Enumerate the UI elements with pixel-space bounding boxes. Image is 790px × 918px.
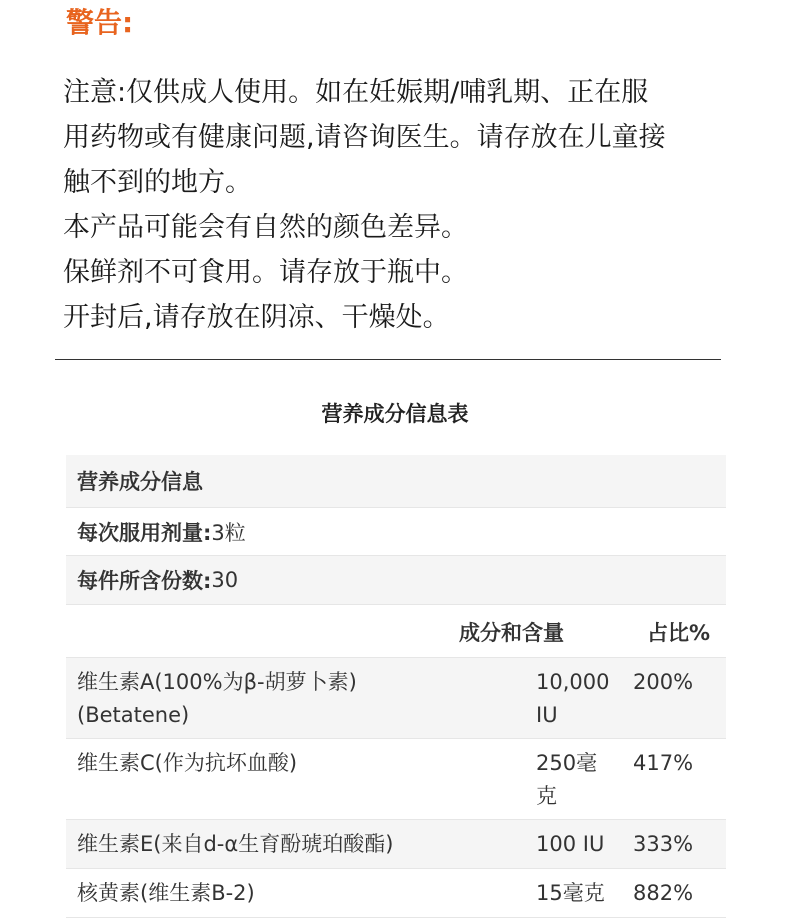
nutrient-amount-line: 100 IU (536, 832, 605, 856)
nutrition-table-title: 营养成分信息表 (321, 402, 469, 426)
servings-per-container-row (66, 556, 726, 605)
serving-size-label: 每次服用剂量: (77, 520, 212, 545)
nutrient-amount-line: 15毫克 (536, 881, 605, 905)
nutrient-amount (536, 828, 616, 861)
warning-line: 注意:仅供成人使用。如在妊娠期/哺乳期、正在服 (63, 77, 649, 108)
warning-line: 用药物或有健康问题,请咨询医生。请存放在儿童接 (63, 122, 666, 153)
warning-line: 触不到的地方。 (63, 167, 252, 198)
table-row (66, 820, 726, 869)
nutrient-name-line: 维生素E(来自d-α生育酚琥珀酸酯) (77, 832, 394, 856)
servings-per-container-label: 每件所含份数: (77, 569, 212, 593)
nutrient-amount (536, 747, 616, 813)
nutrient-percent: 417% (633, 751, 694, 775)
table-row (66, 739, 726, 820)
nutrition-header-label: 营养成分信息 (77, 470, 203, 494)
nutrient-amount (536, 877, 616, 910)
nutrient-amount-line: 250毫 (536, 751, 598, 775)
nutrition-header (66, 455, 726, 508)
nutrient-name-line: 核黄素(维生素B-2) (77, 881, 255, 905)
nutrient-percent: 882% (633, 881, 694, 905)
serving-size-value: 3粒 (211, 520, 246, 545)
nutrient-name-line: 维生素A(100%为β-胡萝卜素) (77, 670, 357, 694)
table-row (66, 869, 726, 918)
nutrient-amount (536, 666, 616, 732)
nutrient-amount-line: 10,000 (536, 670, 610, 694)
table-row (66, 658, 726, 739)
nutrient-amount-line: 克 (536, 784, 557, 808)
nutrient-percent: 333% (633, 832, 694, 856)
warning-line: 本产品可能会有自然的颜色差异。 (63, 212, 468, 243)
amount-column-header: 成分和含量 (459, 621, 564, 645)
warning-title: 警告: (66, 6, 134, 39)
warning-line: 保鲜剂不可食用。请存放于瓶中。 (63, 257, 468, 288)
servings-per-container-value: 30 (211, 568, 239, 592)
section-divider (55, 359, 721, 360)
nutrient-percent: 200% (633, 670, 694, 694)
warning-line: 开封后,请存放在阴凉、干燥处。 (63, 302, 450, 333)
warning-text (63, 70, 743, 340)
nutrient-name (77, 828, 517, 861)
nutrient-name (77, 666, 517, 732)
serving-size-row (66, 508, 726, 556)
nutrient-amount-line: IU (536, 703, 558, 727)
nutrient-name (77, 747, 517, 780)
nutrient-name-line: 维生素C(作为抗坏血酸) (77, 751, 298, 775)
nutrient-name (77, 877, 517, 910)
nutrition-table (66, 455, 726, 918)
column-header-row (66, 605, 726, 658)
nutrient-name-line: (Betatene) (77, 703, 190, 727)
percent-column-header: 占比% (647, 621, 711, 645)
